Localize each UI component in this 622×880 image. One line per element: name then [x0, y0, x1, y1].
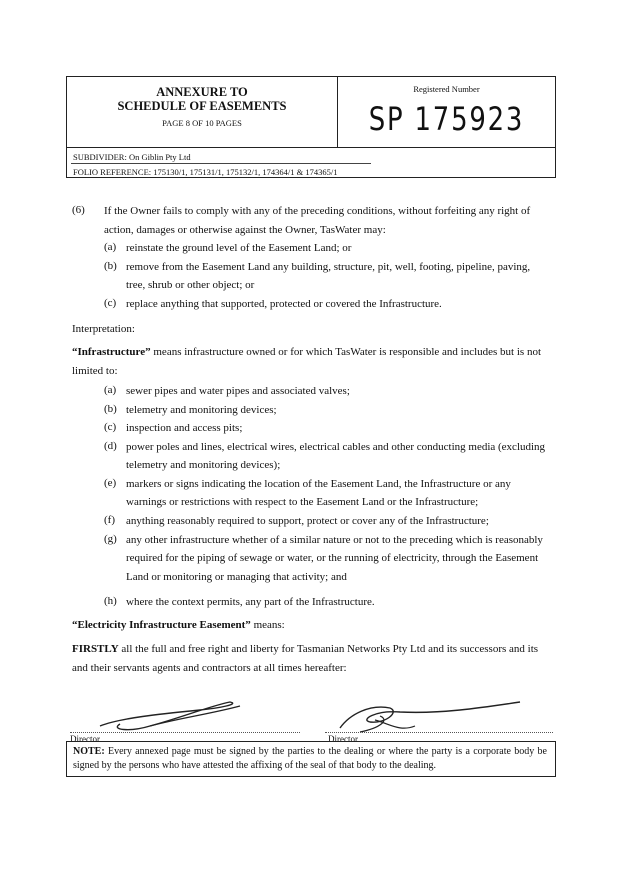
header-divider	[67, 147, 555, 148]
firstly-line2: and their servants agents and contractors at all times hereafter:	[72, 662, 347, 674]
clause-item-text: replace anything that supported, protected or covered the Infrastructure.	[126, 298, 442, 310]
schedule-title: SCHEDULE OF EASEMENTS	[117, 99, 287, 113]
electricity-easement-heading	[72, 618, 285, 632]
infra-item-letter: (c)	[104, 421, 117, 433]
clause-item-text: reinstate the ground level of the Easement Land; or	[126, 242, 352, 254]
clause-item-letter: (a)	[104, 241, 117, 253]
clause-intro-line1: If the Owner fails to comply with any of the preceding conditions, without forfeiting any right of	[104, 205, 531, 217]
registered-number-block	[338, 77, 555, 147]
right-director-label: Director	[328, 734, 358, 744]
firstly-word: FIRSTLY	[72, 643, 119, 655]
infra-item-text: warnings or restrictions with respect to the Easement Land or the Infrastructure;	[126, 496, 479, 508]
firstly-line1	[72, 642, 546, 656]
infra-item-text: anything reasonably required to support, protect or cover any of the Infrastructure;	[126, 515, 489, 527]
infra-item-text: telemetry and monitoring devices);	[126, 459, 281, 471]
infra-item-letter: (f)	[104, 514, 115, 526]
infra-item-text: telemetry and monitoring devices;	[126, 404, 277, 416]
infrastructure-definition-line1	[72, 345, 546, 359]
infra-item-letter: (g)	[104, 533, 117, 545]
infra-item-text: inspection and access pits;	[126, 422, 243, 434]
header-box	[66, 76, 556, 178]
clause-intro-line2: action, damages or otherwise against the Owner, TasWater may:	[104, 224, 386, 236]
folio-reference: FOLIO REFERENCE: 175130/1, 175131/1, 175132/1, 174364/1 & 174365/1	[73, 167, 338, 177]
registered-number: SP 175923	[368, 100, 525, 138]
annexure-title-block	[67, 77, 338, 147]
note-label: NOTE:	[73, 746, 105, 757]
infra-item-letter: (h)	[104, 595, 117, 607]
left-signature-line	[70, 732, 300, 733]
note-body: Every annexed page must be signed by the parties to the dealing or where the party is a corporate body be signed by the persons who have attested the affixing of the seal of that body to the dealing.	[73, 746, 547, 771]
folio-divider	[71, 163, 371, 164]
note-text	[73, 745, 547, 773]
infra-item-text: markers or signs indicating the location of the Easement Land, the Infrastructure or any	[126, 478, 511, 490]
infra-item-text: sewer pipes and water pipes and associated valves;	[126, 385, 350, 397]
page-info: PAGE 8 OF 10 PAGES	[162, 118, 242, 128]
clause-item-letter: (c)	[104, 297, 117, 309]
infra-item-letter: (e)	[104, 477, 117, 489]
interpretation-heading: Interpretation:	[72, 323, 135, 335]
electricity-easement-term: “Electricity Infrastructure Easement”	[72, 619, 251, 631]
infra-item-letter: (a)	[104, 384, 117, 396]
infrastructure-definition-text: means infrastructure owned or for which TasWater is responsible and includes but is not	[150, 346, 542, 358]
registered-number-label: Registered Number	[413, 84, 480, 94]
note-box	[66, 741, 556, 777]
right-signature-line	[325, 732, 553, 733]
infrastructure-definition-line2: limited to:	[72, 365, 118, 377]
infra-item-letter: (b)	[104, 403, 117, 415]
infra-item-text: Land or monitoring or managing that activity; and	[126, 571, 347, 583]
clause-item-text: remove from the Easement Land any building, structure, pit, well, footing, pipeline, paving,	[126, 261, 531, 273]
left-director-label: Director	[70, 734, 100, 744]
firstly-text: all the full and free right and liberty for Tasmanian Networks Pty Ltd and its successors and its	[118, 643, 539, 655]
electricity-easement-suffix: means:	[250, 619, 285, 631]
infra-item-text: where the context permits, any part of the Infrastructure.	[126, 596, 375, 608]
infra-item-text: power poles and lines, electrical wires, electrical cables and other conducting media (excluding	[126, 441, 546, 453]
clause-number: (6)	[72, 204, 85, 216]
clause-item-text: tree, shrub or other object; or	[126, 279, 255, 291]
infra-item-text: required for the piping of sewage or water, or the running of electricity, through the Easement	[126, 552, 539, 564]
subdivider: SUBDIVIDER: On Giblin Pty Ltd	[73, 152, 191, 162]
infra-item-letter: (d)	[104, 440, 117, 452]
annexure-title: ANNEXURE TO	[156, 85, 248, 99]
infra-item-text: any other infrastructure whether of a similar nature or not to the preceding which is reasonably	[126, 534, 543, 546]
clause-item-letter: (b)	[104, 260, 117, 272]
infrastructure-term: “Infrastructure”	[72, 346, 151, 358]
